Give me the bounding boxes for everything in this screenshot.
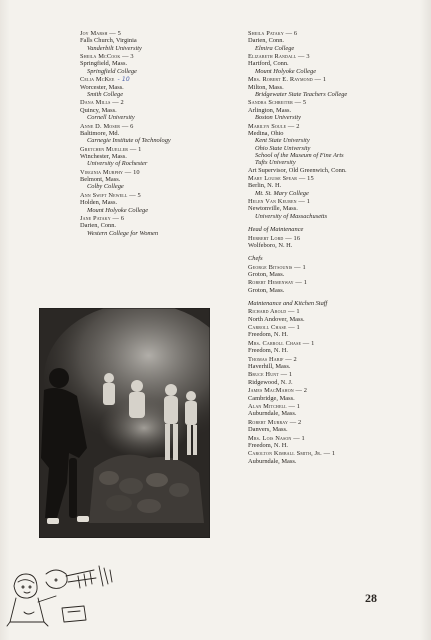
handwritten-note: - 10 bbox=[117, 76, 130, 84]
staff-entry bbox=[80, 192, 240, 214]
staff-entry bbox=[248, 435, 423, 450]
staff-school: Kent State University bbox=[255, 137, 310, 145]
staff-hometown: Newtonville, Mass. bbox=[248, 205, 298, 213]
staff-name: James MacMahon — 2 bbox=[248, 387, 308, 395]
staff-entry bbox=[80, 99, 240, 121]
staff-entry bbox=[248, 403, 423, 418]
staff-name: Sandra Schreiter — 5 bbox=[248, 99, 307, 107]
staff-school: Western College for Women bbox=[87, 229, 159, 237]
staff-entry bbox=[80, 215, 240, 237]
staff-hometown: Baltimore, Md. bbox=[80, 129, 120, 137]
staff-school: Ohio State University bbox=[255, 144, 311, 152]
staff-name: Mary Louise Spear — 15 bbox=[248, 175, 314, 182]
staff-entry bbox=[248, 371, 423, 386]
staff-hometown: Auburndale, Mass. bbox=[248, 457, 297, 465]
staff-hometown: Darien, Conn. bbox=[80, 222, 117, 230]
staff-name: Alan Mitchell — 1 bbox=[248, 403, 301, 411]
staff-name: George Bitsounis — 1 bbox=[248, 263, 306, 271]
campfire-photo-drawing bbox=[39, 308, 210, 538]
section-heading: Maintenance and Kitchen Staff bbox=[248, 300, 328, 307]
staff-name: Elizabeth Randall — 3 bbox=[248, 53, 310, 61]
staff-name: Carolton Kimball Smith, Jr. — 1 bbox=[248, 450, 336, 458]
staff-name: Helen Van Keuren — 1 bbox=[248, 198, 311, 206]
staff-name: Jane Pataky — 6 bbox=[80, 215, 125, 222]
staff-hometown: Winchester, Mass. bbox=[80, 152, 127, 160]
staff-entry bbox=[248, 419, 423, 434]
staff-hometown: Freedom, N. H. bbox=[248, 331, 288, 339]
staff-entry bbox=[80, 76, 240, 98]
staff-hometown: Arlington, Mass. bbox=[248, 106, 292, 114]
staff-entry bbox=[248, 264, 423, 279]
staff-name: Robert Murray — 2 bbox=[248, 418, 302, 426]
staff-school: Cornell University bbox=[87, 114, 135, 122]
staff-hometown: Groton, Mass. bbox=[248, 270, 285, 278]
staff-list-right-column bbox=[248, 30, 423, 466]
staff-name: Anne D. Moser — 6 bbox=[80, 122, 134, 130]
staff-entry bbox=[248, 356, 423, 371]
staff-hometown: Falls Church, Virginia bbox=[80, 37, 137, 45]
staff-hometown: Danvers, Mass. bbox=[248, 426, 288, 434]
staff-school: Tufts University bbox=[255, 159, 296, 167]
staff-name: Herbert Lord — 16 bbox=[248, 234, 301, 242]
staff-hometown: Hartford, Conn. bbox=[248, 60, 289, 68]
staff-entry bbox=[248, 235, 423, 250]
staff-name: Marilyn Soule — 2 bbox=[248, 122, 300, 130]
staff-school: Colby College bbox=[87, 183, 124, 191]
staff-school: Vanderbilt University bbox=[87, 44, 142, 52]
staff-entry bbox=[80, 30, 240, 52]
staff-entry bbox=[248, 198, 423, 220]
staff-school: Springfield College bbox=[87, 67, 137, 75]
staff-hometown: North Andover, Mass. bbox=[248, 315, 305, 323]
staff-entry bbox=[248, 123, 423, 174]
staff-name: Mrs. Lois Nason — 1 bbox=[248, 434, 305, 442]
staff-name: Richard Arold — 1 bbox=[248, 308, 300, 316]
staff-hometown: Holden, Mass. bbox=[80, 199, 118, 207]
staff-hometown: Freedom, N. H. bbox=[248, 441, 288, 449]
staff-entry bbox=[80, 146, 240, 168]
staff-name: Robert Hemenway — 1 bbox=[248, 279, 308, 287]
staff-name: Virginia Murphy — 10 bbox=[80, 168, 140, 176]
staff-hometown: Quincy, Mass. bbox=[80, 106, 117, 114]
staff-hometown: Freedom, N. H. bbox=[248, 347, 288, 355]
staff-hometown: Auburndale, Mass. bbox=[248, 410, 297, 418]
staff-name: Carroll Chase — 1 bbox=[248, 324, 300, 332]
staff-entry bbox=[248, 450, 423, 465]
staff-hometown: Groton, Mass. bbox=[248, 286, 285, 294]
staff-hometown: Berlin, N. H. bbox=[248, 182, 282, 190]
staff-name: Sheila McCook — 3 bbox=[80, 53, 134, 61]
section-heading: Head of Maintenance bbox=[248, 226, 304, 234]
staff-entry bbox=[80, 123, 240, 145]
staff-entry bbox=[248, 53, 423, 75]
staff-name: Celia McKee - 10 bbox=[80, 76, 130, 84]
staff-school: Smith College bbox=[87, 90, 124, 98]
staff-name: Ann Swift Newell — 5 bbox=[80, 191, 141, 199]
section-heading: Chefs bbox=[248, 255, 263, 263]
staff-school: School of the Museum of Fine Arts bbox=[255, 151, 344, 159]
staff-hometown: Ridgewood, N. J. bbox=[248, 378, 293, 386]
staff-hometown: Milton, Mass. bbox=[248, 83, 284, 91]
staff-hometown: Medina, Ohio bbox=[248, 129, 284, 137]
staff-school: Mount Holyoke College bbox=[87, 206, 149, 214]
staff-entry bbox=[248, 175, 423, 197]
staff-name: Mrs. Robert E. Raymond — 1 bbox=[248, 76, 327, 84]
staff-school: University of Massachusetts bbox=[255, 212, 328, 220]
staff-name: Joy Marsh — 5 bbox=[80, 30, 121, 37]
staff-entry bbox=[248, 76, 423, 98]
staff-entry bbox=[248, 30, 423, 52]
staff-list-left-column bbox=[80, 30, 240, 238]
page-number: 28 bbox=[365, 591, 377, 605]
staff-hometown: Cambridge, Mass. bbox=[248, 394, 295, 402]
staff-entry bbox=[248, 308, 423, 323]
staff-entry bbox=[80, 169, 240, 191]
staff-name: Mrs. Carroll Chase — 1 bbox=[248, 339, 315, 347]
staff-school: University of Rochester bbox=[87, 160, 148, 168]
campfire-photo bbox=[39, 308, 210, 538]
staff-school: Mt. St. Mary College bbox=[255, 189, 309, 197]
staff-school: Bridgewater State Teachers College bbox=[255, 90, 348, 98]
staff-entry bbox=[248, 324, 423, 339]
staff-entry bbox=[248, 340, 423, 355]
staff-hometown: Springfield, Mass. bbox=[80, 60, 128, 68]
staff-hometown: Belmont, Mass. bbox=[80, 176, 121, 184]
staff-name: Thomas Habif — 2 bbox=[248, 355, 297, 363]
staff-hometown: Worcester, Mass. bbox=[80, 83, 124, 91]
staff-name: Sheila Pataky — 6 bbox=[248, 30, 298, 37]
staff-school: Carnegie Institute of Technology bbox=[87, 137, 171, 145]
staff-name: Bruce Hunt — 1 bbox=[248, 371, 293, 379]
staff-name: Gretchen Mueller — 1 bbox=[80, 145, 142, 153]
staff-entry bbox=[248, 99, 423, 121]
staff-school: Mount Holyoke College bbox=[255, 67, 317, 75]
staff-name: Dana Mills — 2 bbox=[80, 99, 124, 107]
staff-entry bbox=[80, 53, 240, 75]
staff-position: Art Supervisor, Old Greenwich, Conn. bbox=[248, 166, 347, 174]
staff-school: Elmira College bbox=[255, 44, 295, 52]
staff-hometown: Darien, Conn. bbox=[248, 37, 285, 45]
staff-school: Boston University bbox=[255, 114, 301, 122]
hand-drawn-doodle bbox=[4, 556, 124, 630]
staff-hometown: Wolfeboro, N. H. bbox=[248, 241, 293, 249]
staff-entry bbox=[248, 279, 423, 294]
staff-hometown: Haverhill, Mass. bbox=[248, 363, 291, 371]
staff-entry bbox=[248, 387, 423, 402]
